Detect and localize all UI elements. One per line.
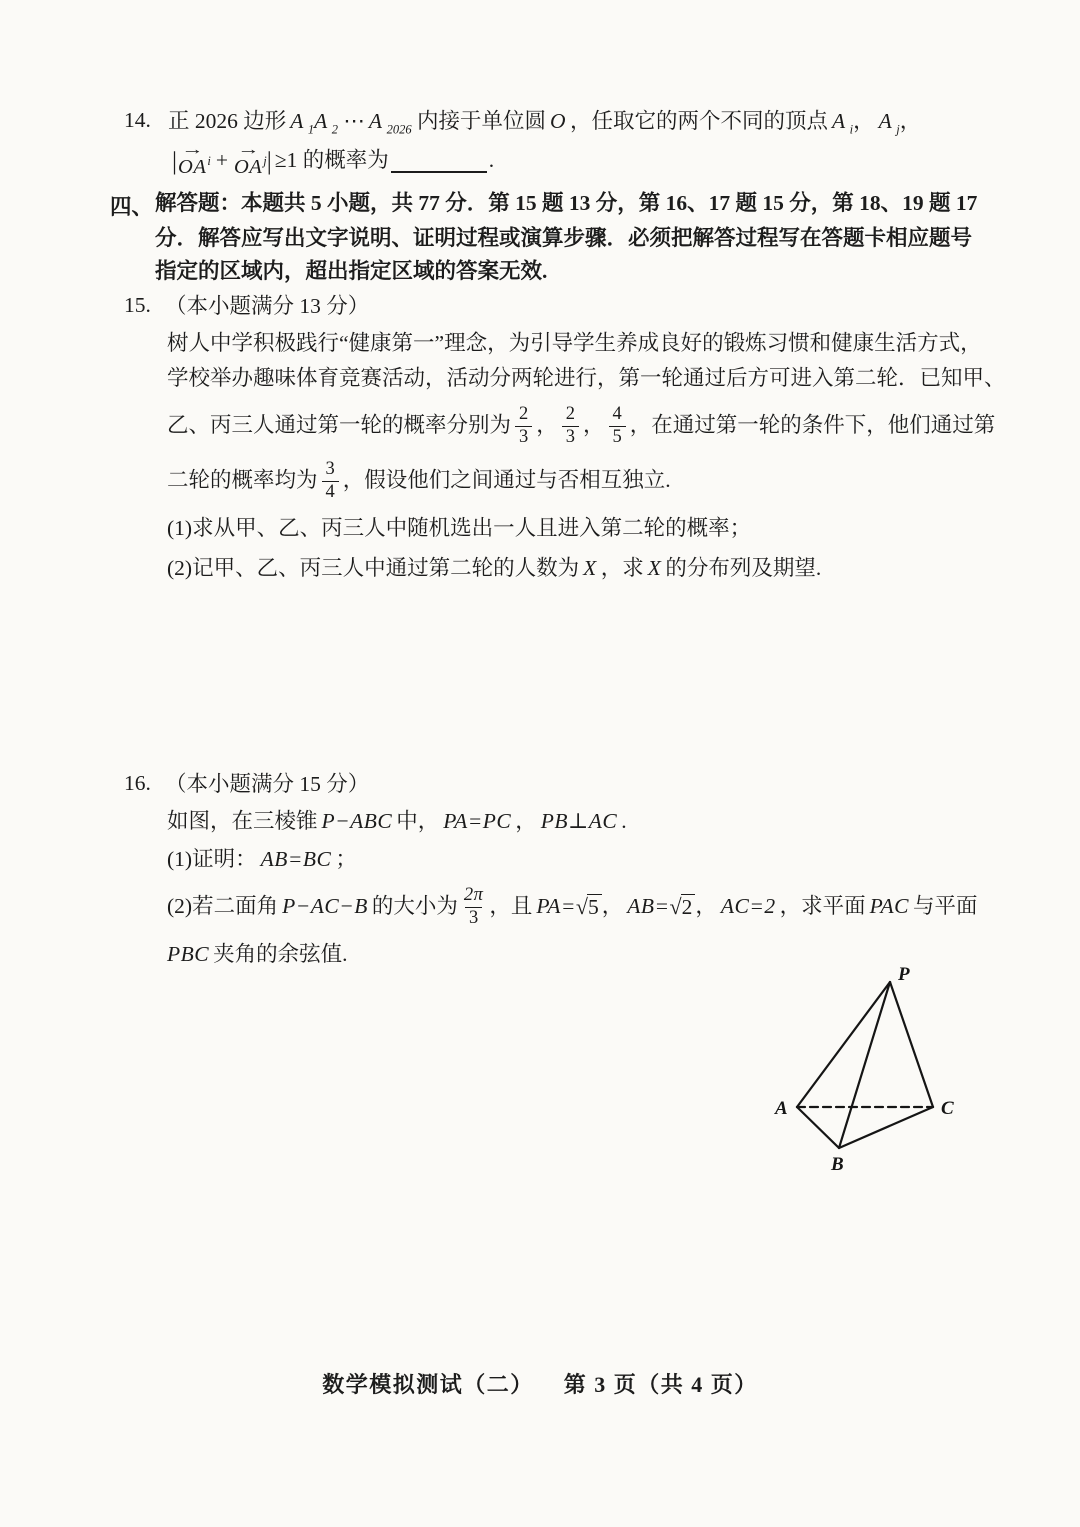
q15-line3 xyxy=(167,398,995,454)
abs-bar-close: | xyxy=(266,147,272,175)
comma: ， xyxy=(853,109,875,133)
math-P-ABC: P−ABC xyxy=(321,809,393,833)
q16-intro-mid: 中， xyxy=(396,809,440,833)
comma: ， xyxy=(601,894,624,919)
math-PA-PC: PA=PC xyxy=(443,809,512,833)
vector-OAj: → OA xyxy=(233,141,263,178)
sub-2: 2 xyxy=(331,122,339,137)
math-O: O xyxy=(549,109,566,133)
sub-j: j xyxy=(896,122,900,137)
math-P-AC-B: P−AC−B xyxy=(282,894,368,919)
comma: ， xyxy=(536,413,558,438)
q16-item1-post: ； xyxy=(335,847,357,871)
section4-line2: 分．解答应写出文字说明、证明过程或演算步骤．必须把解答过程写在答题卡相应题号 xyxy=(155,226,973,250)
q16-intro-pre: 如图，在三棱锥 xyxy=(167,809,318,833)
page-footer xyxy=(0,1368,1080,1399)
q16-item2-mid3: ，求平面 xyxy=(779,894,866,919)
footer-page-number: 第 3 页（共 4 页） xyxy=(563,1372,758,1397)
math-X: X xyxy=(583,556,597,580)
q16-item2-mid1: 的大小为 xyxy=(371,894,458,919)
comma: ， xyxy=(899,109,922,133)
tetrahedron-figure xyxy=(765,962,995,1180)
comma: ， xyxy=(583,413,605,438)
math-X: X xyxy=(647,556,662,580)
q16-item1-pre: (1)证明： xyxy=(167,847,257,871)
period: . xyxy=(488,148,495,173)
q16-item2-pre: (2)若二面角 xyxy=(167,894,279,919)
q14-text2: 内接于单位圆 xyxy=(416,109,546,133)
section4-line1: 解答题：本题共 5 小题，共 77 分．第 15 题 13 分，第 16、17 题 15 分，第 18、19 题 17 xyxy=(155,191,978,215)
sub-i: i xyxy=(849,122,854,137)
q15-line3-post: ，在通过第一轮的条件下，他们通过第 xyxy=(629,413,996,438)
section4-line3: 指定的区域内，超出指定区域的答案无效. xyxy=(155,259,548,283)
q15-item1: (1)求从甲、乙、丙三人中随机选出一人且进入第二轮的概率； xyxy=(167,516,752,540)
comma: ， xyxy=(515,809,537,833)
math-PAC: PAC xyxy=(869,894,909,919)
sqrt-5: √ 5 xyxy=(576,894,602,921)
period: . xyxy=(621,809,627,833)
vertex-label-C: C xyxy=(941,1098,954,1119)
q15-line4-post: ，假设他们之间通过与否相互独立. xyxy=(342,468,671,493)
q14-text3: ，任取它的两个不同的顶点 xyxy=(569,109,828,133)
sub-1: 1 xyxy=(307,122,315,137)
math-A2: A xyxy=(314,109,328,133)
fraction-4-5: $\frac{4}{5}$ xyxy=(609,404,626,448)
edge-AB xyxy=(797,1107,839,1148)
comma: ， xyxy=(695,894,717,919)
edge-PC xyxy=(890,982,933,1107)
q16-item2-mid2: ，且 xyxy=(489,894,533,919)
q16-item2-line2 xyxy=(167,941,348,969)
q15-header: （本小题满分 13 分） xyxy=(165,294,370,318)
math-PBC: PBC xyxy=(167,942,210,966)
math-PA-eq: PA= xyxy=(536,894,576,919)
edge-PA xyxy=(797,982,890,1107)
q15-line4-pre: 二轮的概率均为 xyxy=(167,468,318,493)
vector-arrow-icon: → xyxy=(180,141,204,158)
q15-item2 xyxy=(167,555,821,583)
q15-line3-pre: 乙、丙三人通过第一轮的概率分别为 xyxy=(167,413,512,438)
plus-sign: + xyxy=(215,148,228,173)
q15-line1: 树人中学积极践行“健康第一”理念，为引导学生养成良好的锻炼习惯和健康生活方式， xyxy=(167,331,982,355)
cdots: ⋯ xyxy=(343,109,365,133)
q14-text1: 正 2026 边形 xyxy=(168,109,287,133)
q14-formula-line: | → OA i + → OA j | ≥1 的概率为 . xyxy=(172,141,495,178)
math-AB-eq: AB= xyxy=(627,894,670,919)
math-AC-2: AC=2 xyxy=(720,894,776,919)
q16-intro xyxy=(167,808,627,836)
q15-number: 15. xyxy=(124,293,151,317)
vertex-label-A: A xyxy=(775,1098,788,1119)
footer-title: 数学模拟测试（二） xyxy=(322,1372,534,1397)
edge-PB xyxy=(839,982,890,1148)
sqrt-2: √ 2 xyxy=(670,894,696,921)
math-A2026: A xyxy=(368,109,383,133)
q15-line4 xyxy=(167,453,671,509)
q16-item2-mid4: 与平面 xyxy=(912,894,978,919)
q16-item2-line2-post: 夹角的余弦值. xyxy=(213,942,348,966)
q14-line1 xyxy=(168,108,921,136)
vector-OAi: → OA xyxy=(178,141,207,178)
q16-number: 16. xyxy=(124,771,151,795)
q16-header: （本小题满分 15 分） xyxy=(165,772,370,796)
q15-item2-pre: (2)记甲、乙、丙三人中通过第二轮的人数为 xyxy=(167,556,580,580)
fraction-3-4: $\frac{3}{4}$ xyxy=(322,459,339,503)
math-AB-BC: AB=BC xyxy=(260,847,332,871)
sub-2026: 2026 xyxy=(386,122,412,137)
q15-line2: 学校举办趣味体育竞赛活动，活动分两轮进行，第一轮通过后方可进入第二轮．已知甲、 xyxy=(167,366,1006,390)
q16-item2 xyxy=(167,879,978,935)
fraction-2-3: $\frac{2}{3}$ xyxy=(515,404,532,448)
q14-number: 14. xyxy=(124,108,151,132)
abs-bar-open: | xyxy=(172,147,178,175)
answer-blank xyxy=(391,149,487,173)
q16-item1 xyxy=(167,846,357,874)
section4-label: 四、 xyxy=(110,195,154,219)
fraction-2-3: $\frac{2}{3}$ xyxy=(562,404,579,448)
math-Aj: A xyxy=(878,109,893,133)
vertex-label-B: B xyxy=(831,1154,844,1175)
vertex-label-P: P xyxy=(898,964,910,985)
math-A1: A xyxy=(290,109,304,133)
q15-item2-post: 的分布列及期望. xyxy=(665,556,822,580)
edge-BC xyxy=(839,1107,933,1148)
fraction-2pi-3: $\frac{2\pi}{3}$ xyxy=(463,885,484,928)
vector-arrow-icon: → xyxy=(236,141,260,158)
math-Ai: A xyxy=(832,109,846,133)
math-PB-perp-AC: PB⊥AC xyxy=(540,809,618,833)
q15-item2-mid: ，求 xyxy=(600,556,644,580)
q14-formula-tail: ≥1 的概率为 xyxy=(274,148,389,173)
